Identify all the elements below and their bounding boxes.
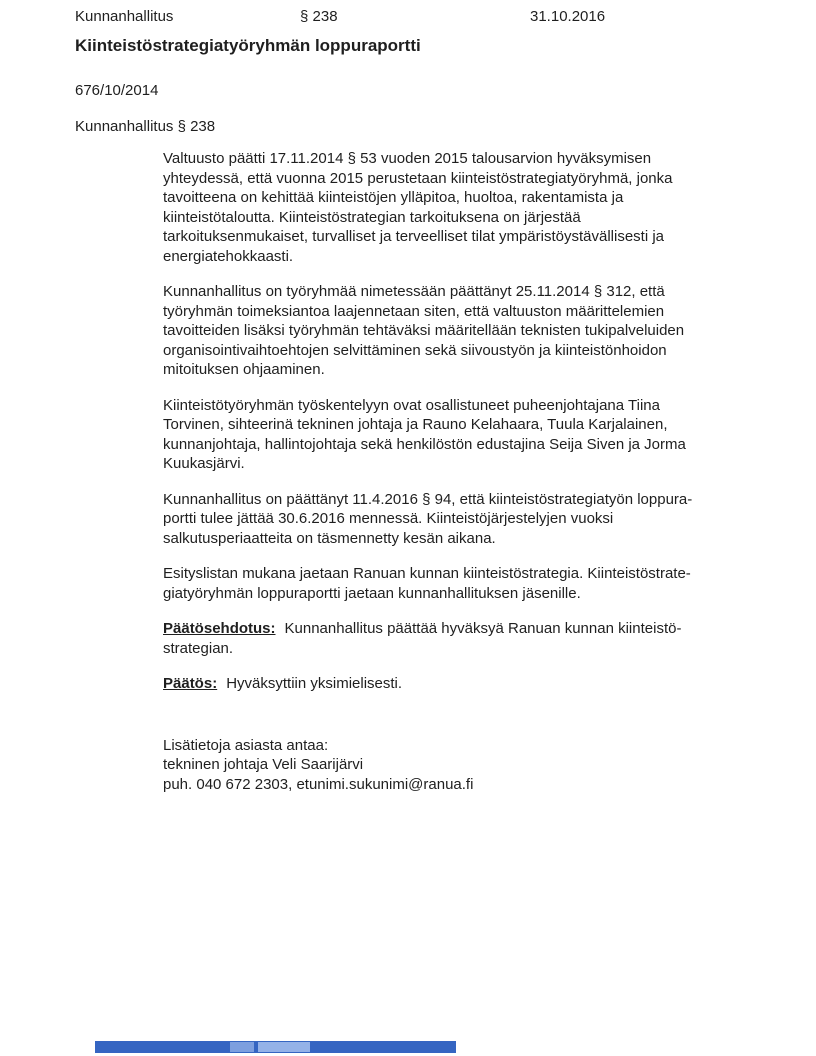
page-title: Kiinteistöstrategiatyöryhmän loppuraportti [75, 36, 421, 55]
taskbar-fragment [95, 1041, 456, 1053]
document-date: 31.10.2016 [530, 8, 606, 25]
decision-proposal-text: Kunnanhallitus päättää hyväksyä Ranuan kunnan kiinteistö- strategian. [163, 620, 682, 657]
decision [163, 674, 798, 694]
paragraph: Valtuusto päätti 17.11.2014 § 53 vuoden 2015 talousarvion hyväksymisen yhteydessä, että vuonna 2015 perustetaan kiinteistöstrategiatyöryhmä, jonka tavoitteena on kehittää kiinteistöjen ylläpitoa, huoltoa, rakentamista ja kiinteistötaloutta. Kiinteistöstrategian tarkoituksena on järjestää tarkoituksenmukaiset, turvalliset ja terveelliset tilat ympäristöystävällisesti ja energiatehokkaasti. [163, 150, 673, 265]
decision-text: Hyväksyttiin yksimielisesti. [226, 675, 403, 692]
paragraph: Kunnanhallitus on päättänyt 11.4.2016 § 94, että kiinteistöstrategiatyön loppura- portti tulee jättää 30.6.2016 mennessä. Kiinteistöjärjestelyjen vuoksi salkutusperiaatteita on täsmennetty kesän aikana. [163, 490, 693, 547]
decision-label: Päätös: [163, 675, 218, 692]
document-body [163, 149, 798, 810]
paragraph: Kunnanhallitus on työryhmää nimetessään päättänyt 25.11.2014 § 312, että työryhmän toimeksiantoa laajennetaan siten, että valtuuston määrittelemien tavoitteiden lisäksi työryhmän tehtäväksi määritellään teknisten tukipalveluiden organisointivaihtoehtojen selvittäminen sekä siivoustyön ja kiinteistönhoidon mitoituksen ohjaaminen. [163, 283, 685, 378]
paragraph: Kiinteistötyöryhmän työskentelyyn ovat osallistuneet puheenjohtajana Tiina Torvinen, sihteerinä tekninen johtaja ja Rauno Kelahaara, Tuula Karjalainen, kunnanjohtaja, hallintojohtaja sekä henkilöstön edustajina Seija Siven ja Jorma Kuukasjärvi. [163, 396, 686, 472]
paragraph: Esityslistan mukana jaetaan Ranuan kunnan kiinteistöstrategia. Kiinteistöstrate- giatyöryhmän loppuraportti jaetaan kunnanhallituksen jäsenille. [163, 565, 691, 602]
committee-name: Kunnanhallitus [75, 8, 174, 25]
subheading: Kunnanhallitus § 238 [75, 118, 216, 135]
section-number: § 238 [300, 8, 338, 25]
case-number: 676/10/2014 [75, 82, 159, 99]
decision-proposal [163, 619, 798, 658]
decision-proposal-label: Päätösehdotus: [163, 620, 276, 637]
taskbar-button[interactable] [230, 1042, 254, 1052]
contact-info: Lisätietoja asiasta antaa: tekninen johtaja Veli Saarijärvi puh. 040 672 2303, etunimi.sukunimi@ranua.fi [163, 736, 474, 793]
taskbar-button[interactable] [258, 1042, 310, 1052]
